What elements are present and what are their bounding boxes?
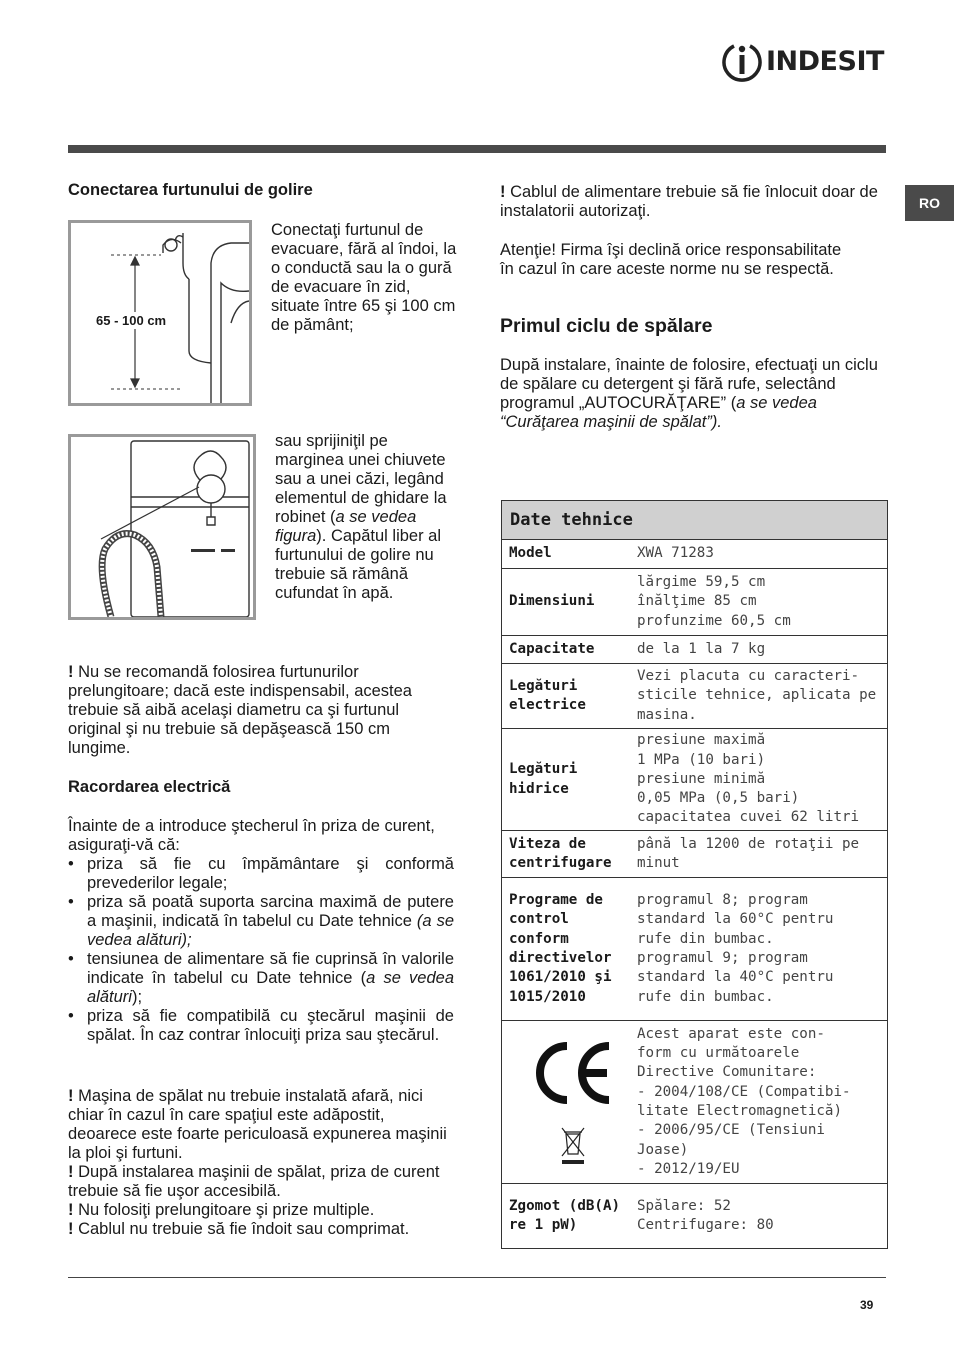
warning-accessible-socket: ! După instalarea maşinii de spălat, priza de curent trebuie să fie uşor accesibilă. [68, 1163, 440, 1200]
table-row [502, 729, 887, 831]
header-rule [68, 145, 886, 153]
list-item: • priza să fie cu împământare şi conformă prevederilor legale; [68, 855, 454, 893]
table-row [502, 540, 887, 569]
page-number: 39 [860, 1298, 874, 1312]
list-item: • priza să fie compatibilă cu ştecărul maşinii de spălat. În caz contrar înlocuiţi priza sau ştecărul. [68, 1007, 454, 1045]
warning-no-extensions: ! Nu folosiţi prelungitoare şi prize multiple. [68, 1201, 375, 1219]
row-key: Legături electrice [509, 677, 586, 713]
row-key: Programe de control conform directivelor 1061/2010 şi 1015/2010 [509, 892, 612, 1005]
row-key: Capacitate [509, 640, 595, 657]
list-item: • priza să poată suporta sarcina maximă de putere a maşinii, indicată în tabelul cu Date tehnice (a se vedea alături); [68, 893, 454, 950]
row-value: Vezi placuta cu caracteri- sticile tehnice, aplicata pe masina. [637, 668, 877, 723]
row-value: programul 8; program standard la 60°C pentru rufe din bumbac. programul 9; program standard la 40°C pentru rufe din bumbac. [637, 892, 834, 1005]
row-key: Model [509, 545, 552, 562]
height-label: 65 - 100 cm [96, 313, 167, 328]
ce-mark-icon [531, 1038, 615, 1108]
brand-logo [722, 40, 892, 84]
electric-checklist [68, 855, 454, 1045]
warning-block [68, 1087, 452, 1239]
table-row [502, 1184, 887, 1248]
table-row [502, 636, 887, 664]
language-tab: RO [905, 185, 954, 221]
table-row [502, 664, 887, 729]
warning-power-cable: ! Cablul de alimentare trebuie să fie înlocuit doar de instalatorii autorizaţi. [500, 183, 878, 220]
ce-marking [502, 1021, 637, 1183]
figure-drain-sink [68, 434, 256, 620]
brand-name: INDESIT [766, 46, 884, 77]
electric-intro: Înainte de a introduce ştecherul în priza de curent, asiguraţi-vă că: [68, 817, 435, 854]
row-value: presiune maximă 1 MPa (10 bari) presiune minimă 0,05 MPa (0,5 bari) capacitatea cuvei 62 litri [637, 732, 860, 826]
row-value: Spălare: 52 Centrifugare: 80 [637, 1197, 774, 1233]
row-value: până la 1200 de rotaţii pe minut [637, 835, 860, 871]
warning-outdoor: ! Maşina de spălat nu trebuie instalată afară, nici chiar în cazul în care spaţiul este adăpostit, deoarece este foarte periculoasă expunerea maşinii la ploi şi furtuni. [68, 1087, 447, 1162]
first-cycle-text: După instalare, înainte de folosire, efectuaţi un ciclu de spălare cu detergent şi fără rufe, selectând programul „AUTOCURĂŢARE” (a se vedea “Curăţarea maşinii de spălat”). [500, 356, 878, 431]
table-row [502, 569, 887, 636]
row-value: de la 1 la 7 kg [637, 640, 766, 657]
table-row [502, 878, 887, 1021]
attention-note: Atenţie! Firma îşi declină orice responsabilitate în cazul în care aceste norme nu se respectă. [500, 241, 842, 278]
row-value: XWA 71283 [637, 545, 714, 562]
table-row [502, 1021, 887, 1184]
first-cycle-title: Primul ciclu de spălare [500, 315, 713, 337]
footer-rule [68, 1277, 886, 1278]
table-title: Date tehnice [502, 501, 887, 540]
table-row [502, 831, 887, 878]
row-key: Legături hidrice [509, 761, 578, 797]
drain-instructions: Conectaţi furtunul de evacuare, fără al îndoi, la o conductă sau la o gură de evacuare în zid, situate între 65 şi 100 cm de pământ; [271, 221, 457, 334]
row-value: Acest aparat este con- form cu următoarele Directive Comunitare: - 2004/108/CE (Compatibi- litate Electromagnetică) - 2006/95/CE (Tensiuni Joase) - 2012/19/EU [637, 1025, 851, 1177]
indesit-i-icon [722, 40, 762, 84]
row-key: Viteza de centrifugare [509, 835, 612, 871]
section-title-drain: Conectarea furtunului de golire [68, 181, 313, 199]
section-title-electric: Racordarea electrică [68, 778, 231, 796]
list-item: • tensiunea de alimentare să fie cuprinsă în valorile indicate în tabelul cu Date tehnice (a se vedea alături); [68, 950, 454, 1007]
warning-cable-bent: ! Cablul nu trebuie să fie îndoit sau comprimat. [68, 1220, 410, 1238]
warning-extension-hoses: ! Nu se recomandă folosirea furtunurilor prelungitoare; dacă este indispensabil, acestea trebuie să aibă acelaşi diametru ca şi furtunul original şi nu trebuie să depăşească 150 cm lungime. [68, 663, 412, 757]
technical-data-table [501, 500, 888, 1249]
row-value: lărgime 59,5 cm înălţime 85 cm profunzime 60,5 cm [637, 574, 791, 629]
row-key: Zgomot (dB(A) re 1 pW) [509, 1197, 621, 1233]
weee-bin-icon [560, 1126, 586, 1166]
row-key: Dimensiuni [509, 593, 595, 610]
sink-instructions: sau sprijiniţil pe marginea unei chiuvete sau a unei căzi, legând elementul de ghidare la robinet (a se vedea figura). Capătul liber al furtunului de golire nu trebuie să rămână cufundat în apă. [275, 432, 447, 602]
